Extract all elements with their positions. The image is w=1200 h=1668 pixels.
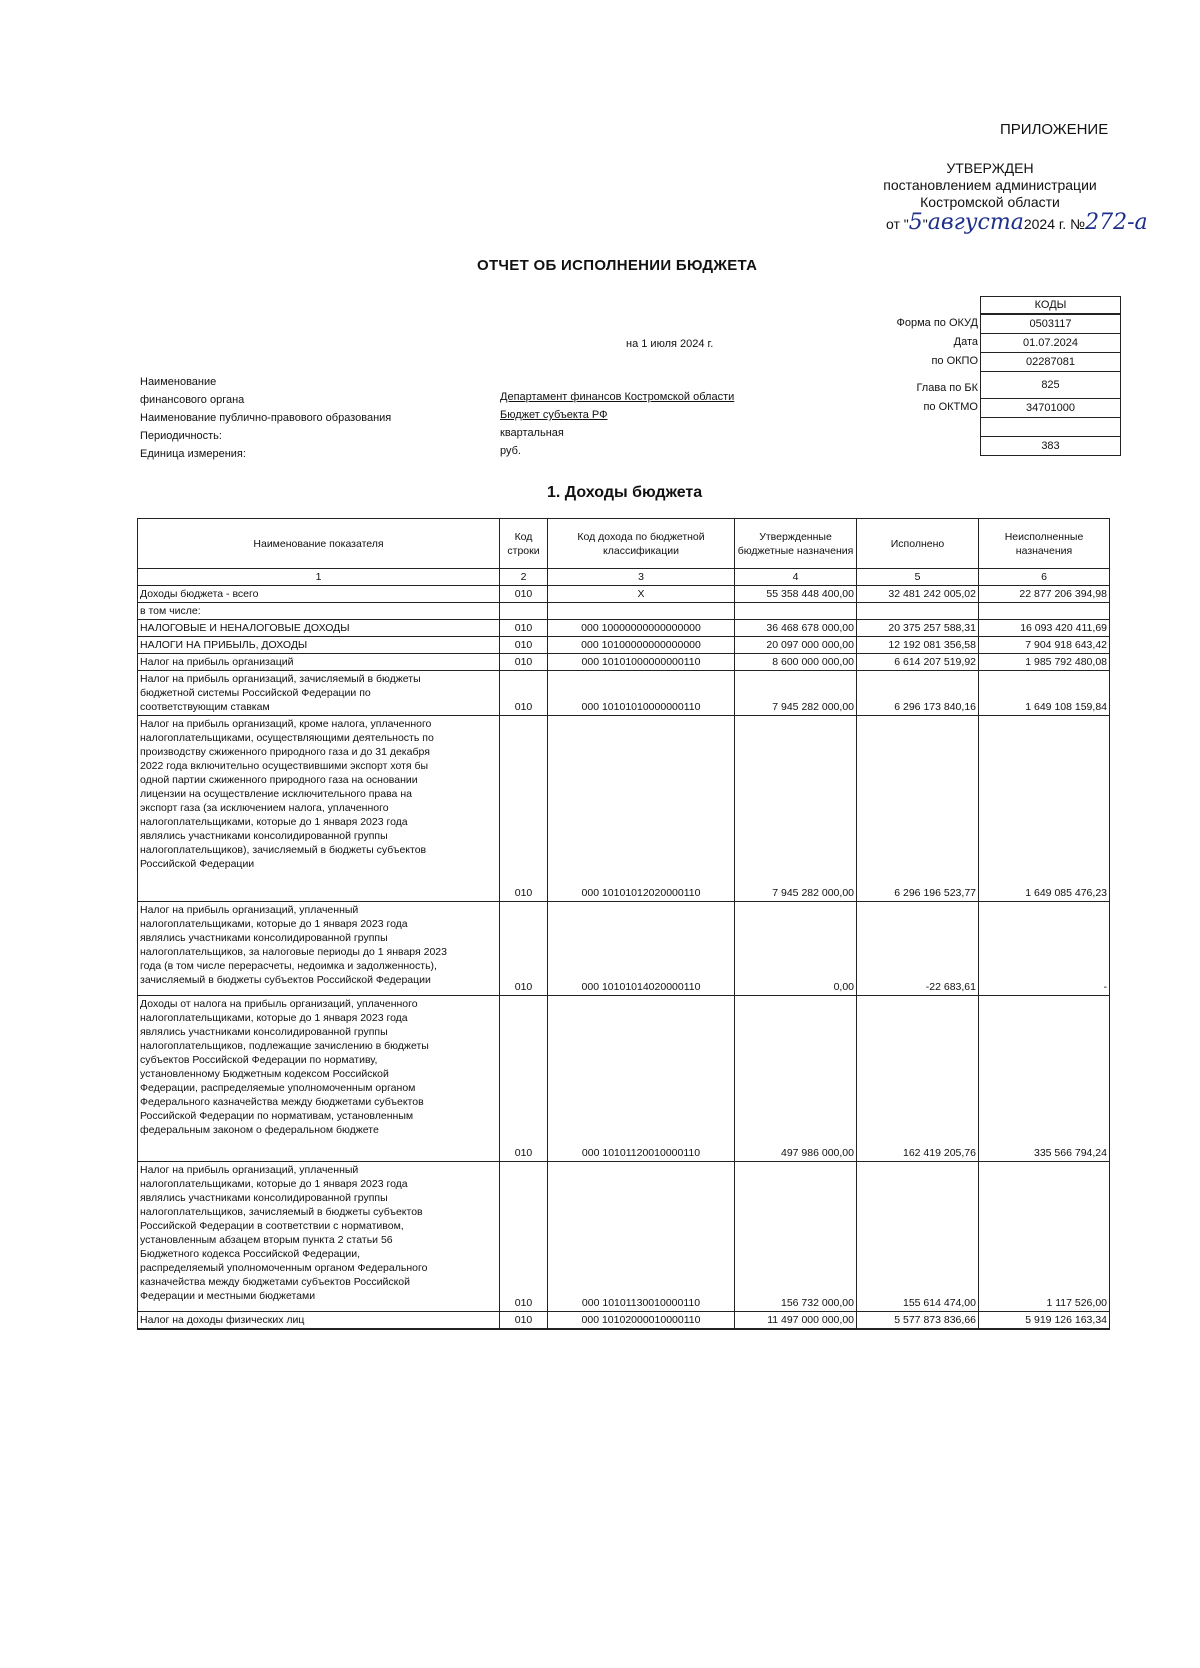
column-number: 4 [735, 569, 857, 586]
table-row [138, 654, 1110, 671]
table-row [138, 671, 1110, 716]
meta-label: финансового органа [140, 394, 245, 406]
row-income-code [548, 603, 735, 620]
row-approved: 7 945 282 000,00 [735, 671, 857, 716]
row-name: Налог на прибыль организаций, уплаченный налогоплательщиками, которые до 1 января 2023 года являлись участниками консолидированной группы налогоплательщиков, за налоговые периоды до 1 января 2023 года (в том числе перерасчеты, недоимка и задолженность), зачисляемый в бюджеты субъектов Российской Федерации [138, 902, 500, 996]
row-line-code: 010 [500, 902, 548, 996]
row-name: Налог на прибыль организаций, уплаченный налогоплательщиками, которые до 1 января 2023 года являлись участниками консолидированной группы налогоплательщиков, зачисляемый в бюджеты субъектов Российской Федерации в соответствии с нормативом, установленным абзацем вторым пункта 2 статьи 56 Бюджетного кодекса Российской Федерации, распределяемый уполномоченным органом Федерального казначейства между бюджетами субъектов Российской Федерации и местными бюджетами [138, 1162, 500, 1312]
row-income-code: 000 10101130010000110 [548, 1162, 735, 1312]
date-year: 2024 г. № [1023, 216, 1086, 232]
row-line-code: 010 [500, 637, 548, 654]
finance-body-value: Департамент финансов Костромской области [500, 391, 735, 403]
row-name: Доходы бюджета - всего [138, 586, 500, 603]
approval-line: УТВЕРЖДЕН [946, 160, 1034, 176]
meta-label: Периодичность: [140, 430, 222, 442]
row-approved: 0,00 [735, 902, 857, 996]
code-value [981, 418, 1120, 437]
header-indicator: Наименование показателя [138, 519, 500, 569]
row-name: в том числе: [138, 603, 500, 620]
code-value: 01.07.2024 [981, 334, 1120, 353]
table-row [138, 1162, 1110, 1312]
table-row [138, 902, 1110, 996]
table-row [138, 1312, 1110, 1330]
date-prefix: от " [886, 216, 909, 232]
row-executed: 6 296 173 840,16 [857, 671, 979, 716]
row-line-code: 010 [500, 716, 548, 902]
row-line-code: 010 [500, 1312, 548, 1330]
row-executed: 6 614 207 519,92 [857, 654, 979, 671]
row-approved: 20 097 000 000,00 [735, 637, 857, 654]
row-approved: 55 358 448 400,00 [735, 586, 857, 603]
meta-values [500, 388, 734, 460]
row-line-code: 010 [500, 1162, 548, 1312]
header-income-code: Код дохода по бюджетной классификации [548, 519, 735, 569]
row-line-code [500, 603, 548, 620]
table-row [138, 637, 1110, 654]
row-unexecuted [979, 603, 1110, 620]
approval-line: постановлением администрации [883, 177, 1097, 193]
approval-line: Костромской области [920, 194, 1060, 210]
codes-labels [840, 314, 978, 455]
meta-label: Наименование [140, 376, 217, 388]
row-approved: 36 468 678 000,00 [735, 620, 857, 637]
section-title: 1. Доходы бюджета [547, 484, 703, 501]
row-approved: 11 497 000 000,00 [735, 1312, 857, 1330]
header-executed: Исполнено [857, 519, 979, 569]
row-line-code: 010 [500, 586, 548, 603]
code-label: по ОКТМО [923, 401, 978, 413]
row-executed [857, 603, 979, 620]
code-label: по ОКПО [931, 355, 978, 367]
row-executed: 162 419 205,76 [857, 996, 979, 1162]
header-line-code: Код строки [500, 519, 548, 569]
code-label: Дата [953, 336, 978, 348]
column-number: 2 [500, 569, 548, 586]
row-income-code: 000 10101010000000110 [548, 671, 735, 716]
row-executed: 6 296 196 523,77 [857, 716, 979, 902]
code-value: 0503117 [981, 315, 1120, 334]
row-income-code: 000 10101120010000110 [548, 996, 735, 1162]
code-value: 825 [981, 372, 1120, 399]
row-executed: 12 192 081 356,58 [857, 637, 979, 654]
periodicity-value: квартальная [500, 427, 564, 439]
code-label [840, 436, 978, 455]
row-line-code: 010 [500, 620, 548, 637]
row-income-code: 000 10102000010000110 [548, 1312, 735, 1330]
row-unexecuted: 1 985 792 480,08 [979, 654, 1110, 671]
row-executed: 155 614 474,00 [857, 1162, 979, 1312]
row-name: Налог на доходы физических лиц [138, 1312, 500, 1330]
row-executed: 32 481 242 005,02 [857, 586, 979, 603]
approval-date [886, 210, 1148, 235]
row-income-code: 000 10000000000000000 [548, 620, 735, 637]
code-value: 34701000 [981, 399, 1120, 418]
decree-number-handwritten: 272-а [1085, 210, 1148, 235]
row-name: Налог на прибыль организаций, кроме налога, уплаченного налогоплательщиками, осуществляющими деятельность по производству сжиженного природного газа и до 31 декабря 2022 года включительно осуществившими экспорт хотя бы одной партии сжиженного природного газа на основании лицензии на осуществление исключительного права на экспорт газа (за исключением налога, уплаченного налогоплательщиками, которые до 1 января 2023 года являлись участниками консолидированной группы налогоплательщиков), зачисляемый в бюджеты субъектов Российской Федерации [138, 716, 500, 902]
row-approved [735, 603, 857, 620]
row-unexecuted: 335 566 794,24 [979, 996, 1110, 1162]
date-quote: " [922, 216, 928, 232]
row-unexecuted: 1 117 526,00 [979, 1162, 1110, 1312]
row-unexecuted: - [979, 902, 1110, 996]
row-name: Налог на прибыль организаций, зачисляемый в бюджеты бюджетной системы Российской Федерации по соответствующим ставкам [138, 671, 500, 716]
unit-value: руб. [500, 445, 521, 457]
row-executed: 5 577 873 836,66 [857, 1312, 979, 1330]
row-income-code: 000 10101012020000110 [548, 716, 735, 902]
row-income-code: 000 10100000000000000 [548, 637, 735, 654]
row-name: НАЛОГИ НА ПРИБЫЛЬ, ДОХОДЫ [138, 637, 500, 654]
approval-block [860, 160, 1120, 211]
code-label: Форма по ОКУД [896, 317, 978, 329]
codes-heading: КОДЫ [980, 296, 1121, 314]
row-unexecuted: 16 093 420 411,69 [979, 620, 1110, 637]
column-number: 1 [138, 569, 500, 586]
code-value: 02287081 [981, 353, 1120, 372]
column-number: 6 [979, 569, 1110, 586]
header-approved: Утвержденные бюджетные назначения [735, 519, 857, 569]
row-approved: 8 600 000 000,00 [735, 654, 857, 671]
appendix-label: ПРИЛОЖЕНИЕ [1000, 121, 1109, 138]
row-approved: 7 945 282 000,00 [735, 716, 857, 902]
row-line-code: 010 [500, 996, 548, 1162]
date-day-handwritten: 5 [908, 210, 923, 235]
report-title: ОТЧЕТ ОБ ИСПОЛНЕНИИ БЮДЖЕТА [477, 257, 758, 274]
income-table [137, 518, 1110, 1330]
row-name: Доходы от налога на прибыль организаций, уплаченного налогоплательщиками, которые до 1 января 2023 года являлись участниками консолидированной группы налогоплательщиков, подлежащие зачислению в бюджеты субъектов Российской Федерации по нормативу, установленному Бюджетным кодексом Российской Федерации, распределяемые уполномоченным органом Федерального казначейства между бюджетами субъектов Российской Федерации по нормативам, установленным федеральным законом о федеральном бюджете [138, 996, 500, 1162]
meta-label: Единица измерения: [140, 448, 246, 460]
date-month-handwritten: августа [927, 210, 1024, 235]
row-income-code: 000 10101000000000110 [548, 654, 735, 671]
row-executed: 20 375 257 588,31 [857, 620, 979, 637]
code-label: Глава по БК [916, 382, 978, 394]
meta-label: Наименование публично-правового образования [140, 412, 392, 424]
table-body [138, 586, 1110, 1330]
row-income-code: X [548, 586, 735, 603]
row-line-code: 010 [500, 654, 548, 671]
row-unexecuted: 1 649 108 159,84 [979, 671, 1110, 716]
row-line-code: 010 [500, 671, 548, 716]
row-name: Налог на прибыль организаций [138, 654, 500, 671]
code-value: 383 [1041, 440, 1060, 452]
table-row [138, 716, 1110, 902]
table-row [138, 586, 1110, 603]
table-row [138, 996, 1110, 1162]
table-row [138, 603, 1110, 620]
row-name: НАЛОГОВЫЕ И НЕНАЛОГОВЫЕ ДОХОДЫ [138, 620, 500, 637]
table-row [138, 620, 1110, 637]
meta-labels [140, 373, 391, 463]
row-executed: -22 683,61 [857, 902, 979, 996]
column-number: 5 [857, 569, 979, 586]
code-label [840, 417, 978, 436]
row-approved: 156 732 000,00 [735, 1162, 857, 1312]
row-unexecuted: 7 904 918 643,42 [979, 637, 1110, 654]
row-income-code: 000 10101014020000110 [548, 902, 735, 996]
row-unexecuted: 1 649 085 476,23 [979, 716, 1110, 902]
codes-box [980, 314, 1121, 456]
row-approved: 497 986 000,00 [735, 996, 857, 1162]
header-unexecuted: Неисполненные назначения [979, 519, 1110, 569]
row-unexecuted: 22 877 206 394,98 [979, 586, 1110, 603]
report-date: на 1 июля 2024 г. [626, 338, 714, 350]
entity-value: Бюджет субъекта РФ [500, 409, 608, 421]
column-number: 3 [548, 569, 735, 586]
row-unexecuted: 5 919 126 163,34 [979, 1312, 1110, 1330]
